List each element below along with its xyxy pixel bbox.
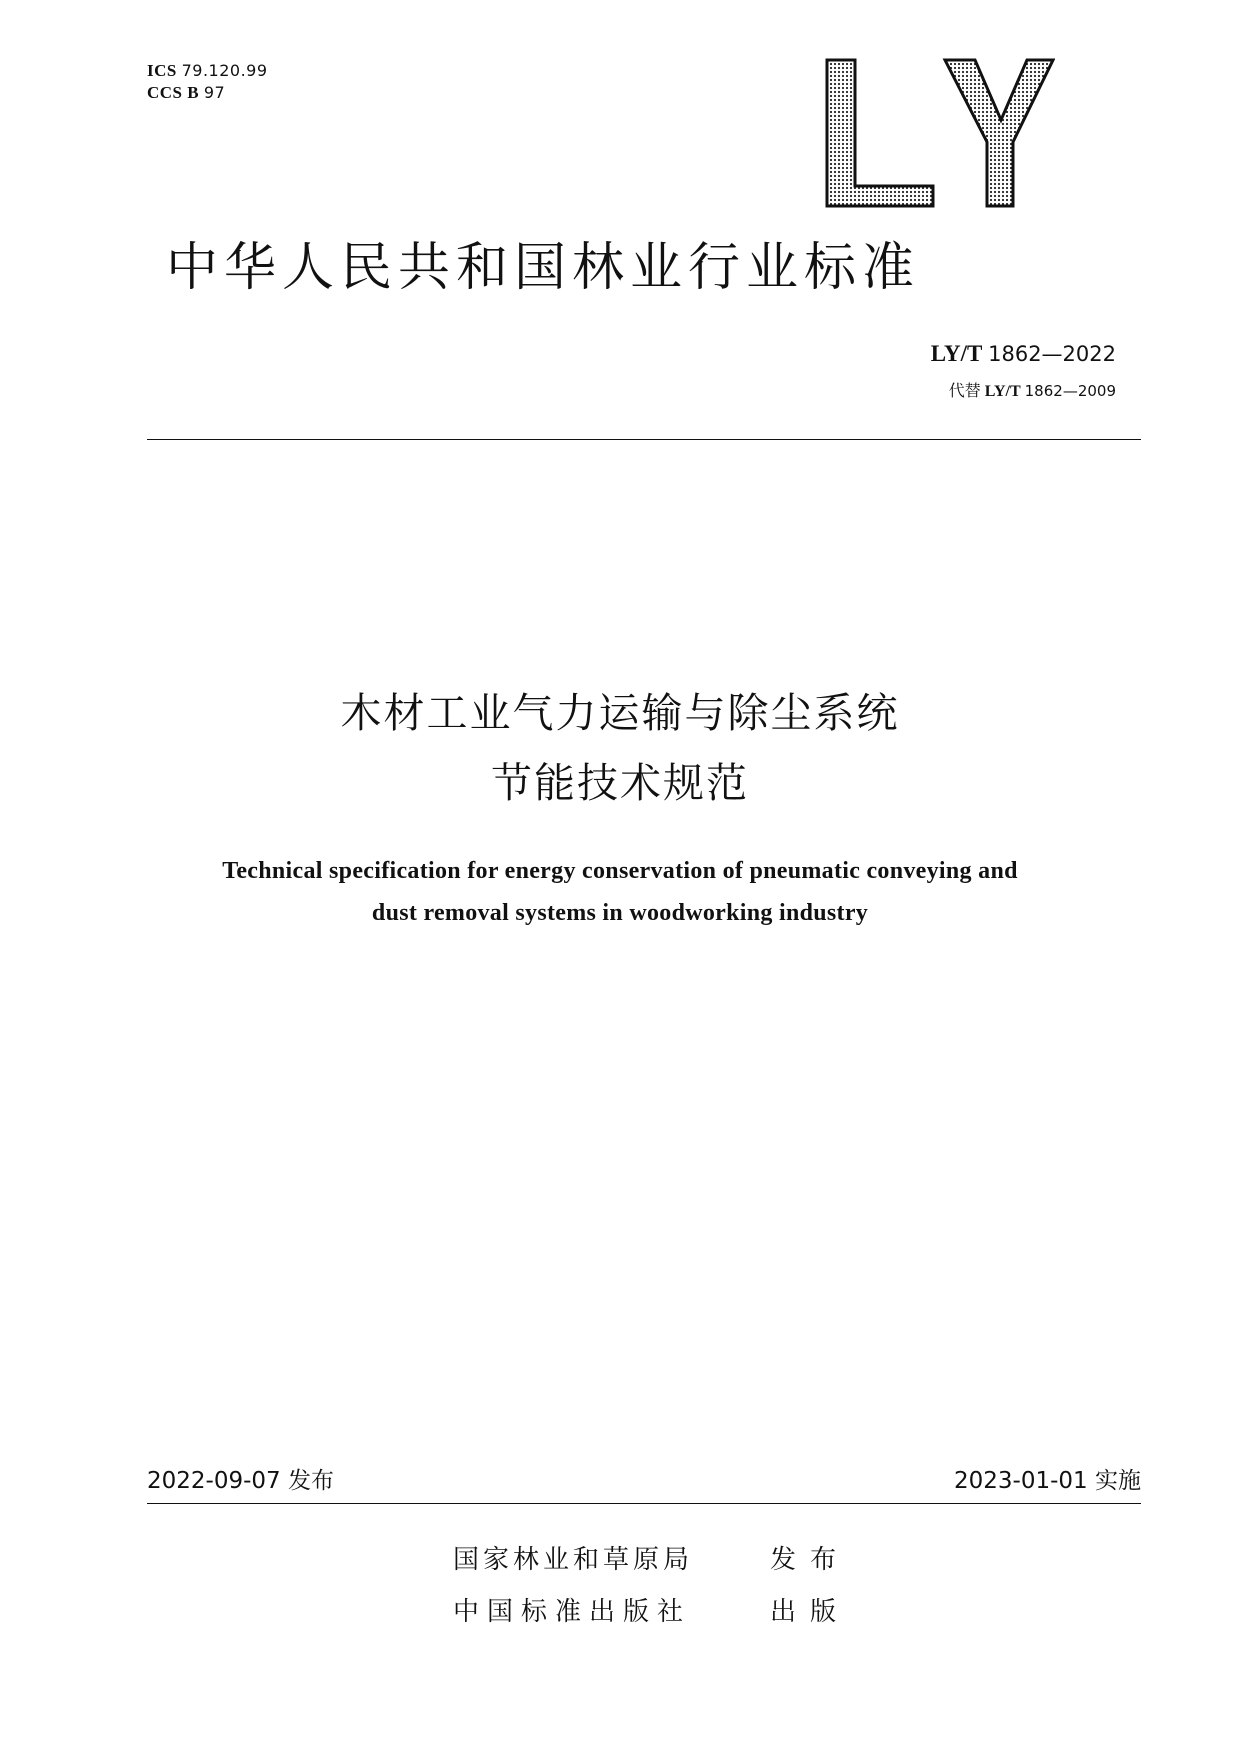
issuer-name: 国家林业和草原局 — [453, 1545, 694, 1575]
title-cn-line1: 木材工业气力运输与除尘系统 — [340, 689, 900, 737]
standard-prefix: LY/T — [930, 341, 983, 366]
ics-line — [147, 61, 268, 81]
standard-number — [931, 340, 1116, 368]
ccs-value: 97 — [203, 83, 226, 102]
ccs-line — [147, 83, 225, 103]
replaces-number: 1862—2009 — [1024, 382, 1116, 400]
ly-logo — [825, 58, 1055, 210]
issue-date: 2022-09-07 发布 — [147, 1468, 334, 1494]
header-divider — [147, 439, 1141, 440]
standard-number-value: 1862—2022 — [988, 342, 1116, 366]
logo-letter-l — [827, 60, 933, 206]
replaces-line — [949, 381, 1116, 402]
implementation-date: 2023-01-01 实施 — [954, 1468, 1141, 1494]
replaces-label: 代替 — [948, 381, 981, 400]
publisher-name: 中国标准出版社 — [453, 1597, 692, 1627]
ccs-letter: B — [187, 83, 200, 102]
organization-title: 中华人民共和国林业行业标准 — [166, 238, 921, 298]
ics-value: 79.120.99 — [181, 61, 268, 80]
replaces-prefix: LY/T — [984, 383, 1021, 400]
title-en-line1: Technical specification for energy conservation of pneumatic conveying and — [222, 858, 1018, 884]
issuer-action: 发布 — [770, 1545, 851, 1575]
title-cn-line2: 节能技术规范 — [491, 759, 749, 807]
title-en-line2: dust removal systems in woodworking industry — [371, 900, 869, 926]
footer-divider — [147, 1503, 1141, 1504]
ccs-code: CCS — [147, 83, 183, 102]
ics-code: ICS — [147, 61, 177, 80]
logo-letter-y — [945, 60, 1053, 206]
publisher-action: 出版 — [770, 1597, 851, 1627]
